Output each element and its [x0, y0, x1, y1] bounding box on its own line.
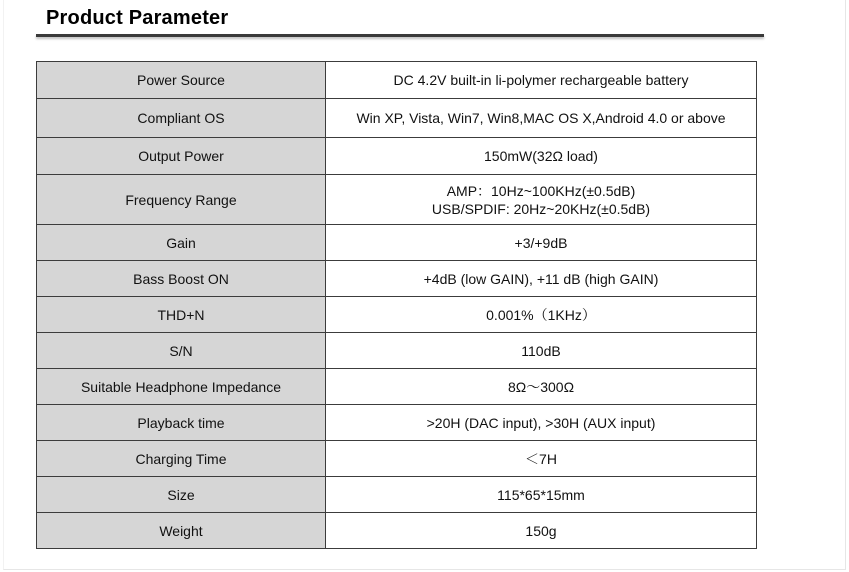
page-title: Product Parameter	[46, 7, 229, 29]
param-label: THD+N	[37, 297, 326, 333]
param-value-line: AMP：10Hz~100KHz(±0.5dB)	[446, 182, 636, 199]
param-value: DC 4.2V built-in li-polymer rechargeable battery	[326, 62, 757, 99]
title-underline	[36, 34, 764, 37]
table-row	[37, 477, 757, 513]
table-row	[37, 175, 757, 225]
param-label: Power Source	[37, 62, 326, 99]
param-label: Size	[37, 477, 326, 513]
param-value: 110dB	[326, 333, 757, 369]
param-value: +3/+9dB	[326, 225, 757, 261]
param-value: 150g	[326, 513, 757, 549]
table-row	[37, 261, 757, 297]
param-value: 8Ω～300Ω	[326, 369, 757, 405]
table-row	[37, 225, 757, 261]
param-value: 115*65*15mm	[326, 477, 757, 513]
param-value: 0.001%（1KHz）	[326, 297, 757, 333]
param-value	[326, 175, 757, 225]
table-row	[37, 333, 757, 369]
param-label: Compliant OS	[37, 99, 326, 138]
param-label: Charging Time	[37, 441, 326, 477]
table-row	[37, 513, 757, 549]
param-label: Bass Boost ON	[37, 261, 326, 297]
param-value: +4dB (low GAIN), +11 dB (high GAIN)	[326, 261, 757, 297]
param-value-line: USB/SPDIF: 20Hz~20KHz(±0.5dB)	[431, 200, 651, 217]
param-label: Output Power	[37, 138, 326, 175]
param-value: Win XP, Vista, Win7, Win8,MAC OS X,Android 4.0 or above	[326, 99, 757, 138]
product-parameter-table	[36, 61, 757, 549]
table-row	[37, 138, 757, 175]
param-label: Frequency Range	[37, 175, 326, 225]
param-label: Suitable Headphone Impedance	[37, 369, 326, 405]
param-value: >20H (DAC input), >30H (AUX input)	[326, 405, 757, 441]
table-row	[37, 297, 757, 333]
table-row	[37, 62, 757, 99]
param-label: Playback time	[37, 405, 326, 441]
param-label: Weight	[37, 513, 326, 549]
param-label: Gain	[37, 225, 326, 261]
param-value: ＜7H	[326, 441, 757, 477]
table-row	[37, 99, 757, 138]
param-label: S/N	[37, 333, 326, 369]
table-row	[37, 369, 757, 405]
table-row	[37, 405, 757, 441]
param-value: 150mW(32Ω load)	[326, 138, 757, 175]
table-row	[37, 441, 757, 477]
